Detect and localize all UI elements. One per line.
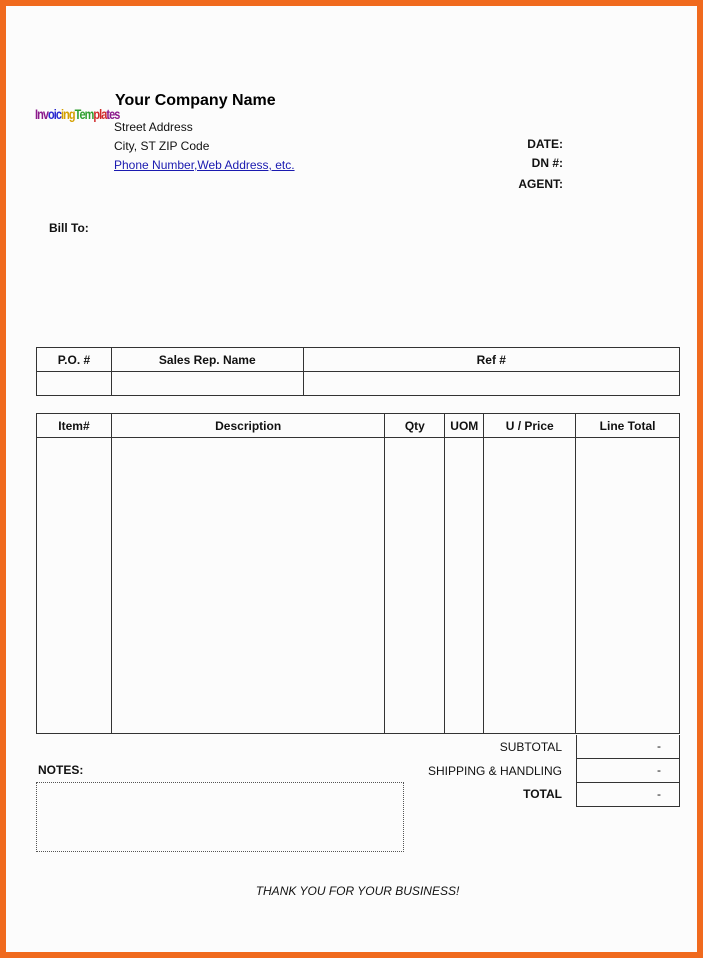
subtotal-label: SUBTOTAL (499, 740, 562, 754)
po-cell[interactable] (37, 372, 112, 396)
logo-text: InvoicingTemplates (35, 106, 120, 122)
po-header: P.O. # (37, 348, 112, 372)
total-label: TOTAL (523, 787, 562, 801)
subtotal-value: - (576, 735, 680, 759)
date-label: DATE: (527, 137, 563, 151)
qty-column[interactable] (385, 438, 445, 734)
sales-rep-cell[interactable] (111, 372, 303, 396)
ref-header: Ref # (303, 348, 679, 372)
item-column[interactable] (37, 438, 112, 734)
company-logo (35, 106, 119, 122)
line-total-column[interactable] (576, 438, 680, 734)
total-value: - (576, 783, 680, 807)
dn-label: DN #: (531, 156, 563, 170)
shipping-value: - (576, 759, 680, 783)
line-total-header: Line Total (576, 414, 680, 438)
sales-rep-header: Sales Rep. Name (111, 348, 303, 372)
street-address: Street Address (114, 120, 193, 134)
company-name: Your Company Name (115, 92, 276, 109)
ref-cell[interactable] (303, 372, 679, 396)
contact-link[interactable]: Phone Number,Web Address, etc. (114, 158, 295, 172)
notes-label: NOTES: (38, 763, 84, 777)
unit-price-header: U / Price (484, 414, 576, 438)
city-state-zip: City, ST ZIP Code (114, 139, 210, 153)
item-header: Item# (37, 414, 112, 438)
line-items-table (36, 413, 680, 734)
unit-price-column[interactable] (484, 438, 576, 734)
shipping-label: SHIPPING & HANDLING (427, 764, 562, 778)
uom-header: UOM (445, 414, 484, 438)
notes-box[interactable] (36, 782, 404, 852)
bill-to-label: Bill To: (49, 221, 89, 235)
thank-you-message: THANK YOU FOR YOUR BUSINESS! (255, 884, 460, 898)
qty-header: Qty (385, 414, 445, 438)
uom-column[interactable] (445, 438, 484, 734)
description-header: Description (111, 414, 385, 438)
order-info-table (36, 347, 680, 396)
description-column[interactable] (111, 438, 385, 734)
agent-label: AGENT: (518, 177, 563, 191)
